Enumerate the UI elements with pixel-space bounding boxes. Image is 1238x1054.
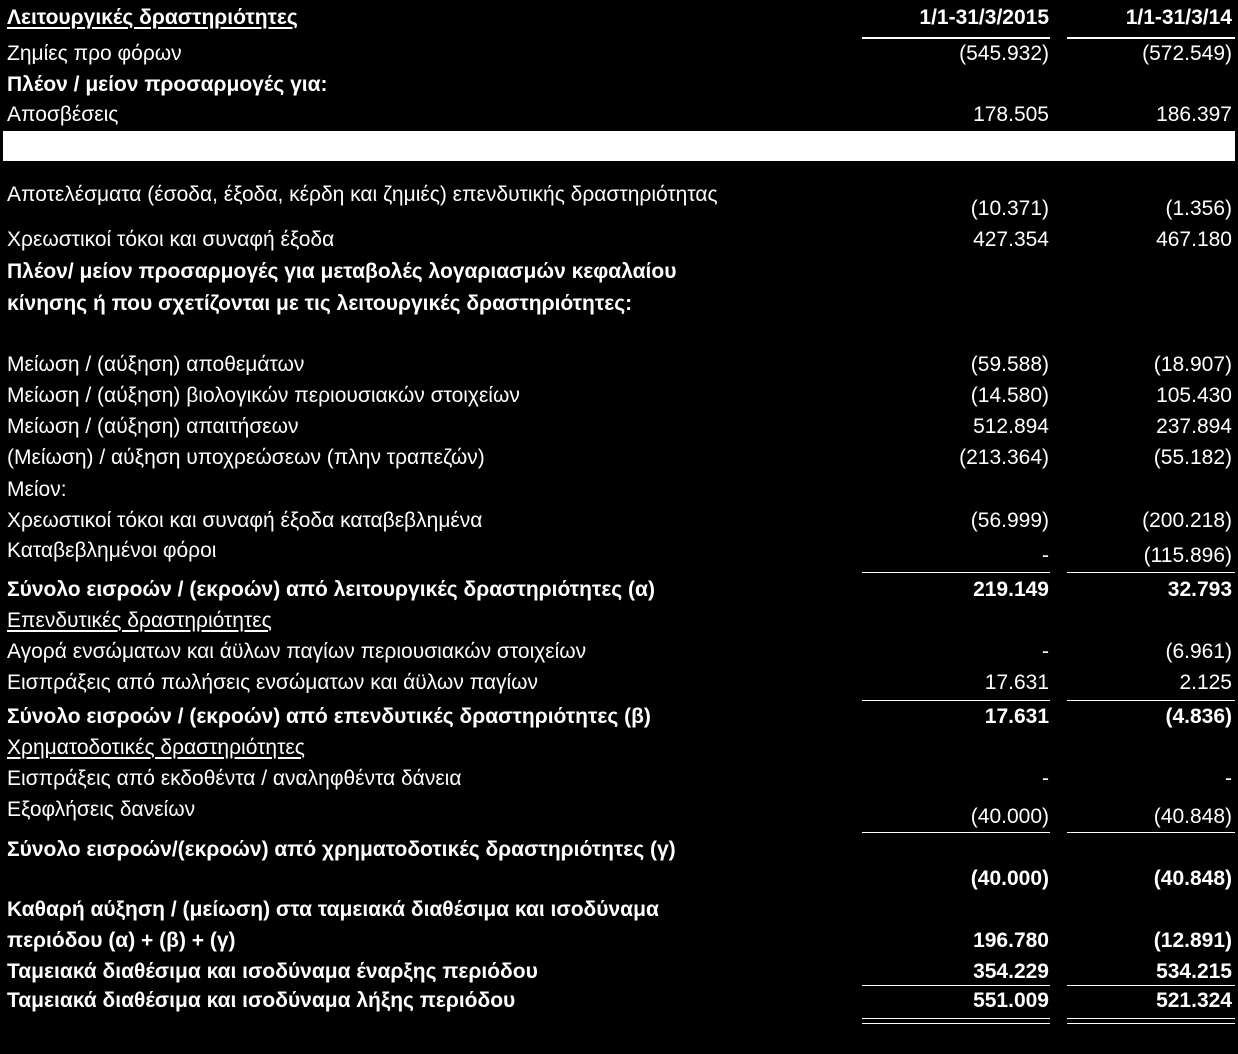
row-value-2015: (10.371) bbox=[970, 197, 1049, 220]
row-value-2014: (6.961) bbox=[1165, 640, 1232, 663]
row-value-2014: (40.848) bbox=[1153, 867, 1232, 890]
row-value-2015: (59.588) bbox=[970, 353, 1049, 376]
column-header-2014: 1/1-31/3/14 bbox=[1125, 6, 1232, 29]
row-label: (Μείωση) / αύξηση υποχρεώσεων (πλην τραπεζών) bbox=[7, 446, 485, 469]
section-heading-financing bbox=[0, 733, 1238, 763]
row-value-2014: 186.397 bbox=[1156, 103, 1232, 126]
row-label: Πλέον / μείον προσαρμογές για: bbox=[7, 73, 328, 96]
row-value-2014: 32.793 bbox=[1167, 578, 1232, 601]
table-row bbox=[0, 668, 1238, 698]
row-label: Αποτελέσματα (έσοδα, έξοδα, κέρδη και ζημιές) επενδυτικής δραστηριότητας bbox=[7, 183, 718, 206]
row-label: Χρεωστικοί τόκοι και συναφή έξοδα bbox=[7, 228, 335, 251]
row-label: Μείωση / (αύξηση) βιολογικών περιουσιακών στοιχείων bbox=[7, 384, 520, 407]
row-value-2014: (4.836) bbox=[1165, 705, 1232, 728]
row-value-2015: (213.364) bbox=[959, 446, 1049, 469]
row-value-2014: (12.891) bbox=[1153, 929, 1232, 952]
row-label: Αγορά ενσώματων και άϋλων παγίων περιουσιακών στοιχείων bbox=[7, 640, 587, 663]
table-row bbox=[0, 443, 1238, 473]
double-rule-bottom-col2 bbox=[1067, 1023, 1235, 1024]
table-row bbox=[0, 381, 1238, 411]
row-value-2014: (115.896) bbox=[1143, 544, 1232, 567]
row-value-2014: (572.549) bbox=[1142, 42, 1232, 65]
table-row-values bbox=[0, 541, 1238, 571]
row-value-2014: 534.215 bbox=[1156, 960, 1232, 983]
column-header-2015: 1/1-31/3/2015 bbox=[919, 6, 1049, 29]
subtotal-row-operating bbox=[0, 575, 1238, 605]
row-label: Σύνολο εισροών / (εκροών) από επενδυτικές δραστηριότητες (β) bbox=[7, 705, 651, 728]
row-value-2015: (14.580) bbox=[970, 384, 1049, 407]
row-label: Εξοφλήσεις δανείων bbox=[7, 798, 196, 821]
header-row bbox=[0, 3, 1238, 33]
row-label: Ζημίες προ φόρων bbox=[7, 42, 182, 65]
closing-cash-row bbox=[0, 986, 1238, 1016]
table-row bbox=[0, 895, 1238, 925]
section-title-operating: Λειτουργικές δραστηριότητες bbox=[7, 6, 298, 29]
row-value-2014: (1.356) bbox=[1165, 197, 1232, 220]
row-label: Μείον: bbox=[7, 478, 67, 501]
table-row bbox=[0, 637, 1238, 667]
subtotal-rule-col1 bbox=[862, 572, 1050, 573]
subtotal-row-financing-values bbox=[0, 864, 1238, 894]
subtotal-rule-col1 bbox=[862, 700, 1050, 701]
row-value-2015: 427.354 bbox=[973, 228, 1049, 251]
row-label: Ταμειακά διαθέσιμα και ισοδύναμα έναρξης περιόδου bbox=[7, 960, 538, 983]
table-row-values bbox=[0, 194, 1238, 224]
row-value-2014: 105.430 bbox=[1156, 384, 1232, 407]
row-value-2015: - bbox=[1042, 544, 1049, 567]
section-heading-investing bbox=[0, 606, 1238, 636]
row-value-2015: (40.000) bbox=[970, 805, 1049, 828]
row-value-2014: (200.218) bbox=[1142, 509, 1232, 532]
row-label: Ταμειακά διαθέσιμα και ισοδύναμα λήξης περιόδου bbox=[7, 989, 516, 1012]
row-value-2014: - bbox=[1225, 767, 1232, 790]
table-row bbox=[0, 764, 1238, 794]
net-change-row bbox=[0, 926, 1238, 956]
row-label: κίνησης ή που σχετίζονται με τις λειτουργικές δραστηριότητες: bbox=[7, 292, 633, 315]
row-label: Χρηματοδοτικές δραστηριότητες bbox=[7, 736, 305, 759]
redaction-band bbox=[3, 131, 1235, 161]
table-row bbox=[0, 289, 1238, 319]
row-value-2015: (545.932) bbox=[959, 42, 1049, 65]
row-value-2014: (55.182) bbox=[1153, 446, 1232, 469]
row-value-2015: 178.505 bbox=[973, 103, 1049, 126]
table-row bbox=[0, 506, 1238, 536]
row-label: Επενδυτικές δραστηριότητες bbox=[7, 609, 272, 632]
row-value-2014: 237.894 bbox=[1156, 415, 1232, 438]
subtotal-rule-col2 bbox=[1067, 700, 1235, 701]
subtotal-rule-col2 bbox=[1067, 832, 1235, 833]
row-label: περιόδου (α) + (β) + (γ) bbox=[7, 929, 236, 952]
table-row bbox=[0, 475, 1238, 505]
table-row bbox=[0, 39, 1238, 69]
row-value-2015: 196.780 bbox=[973, 929, 1049, 952]
row-value-2014: 467.180 bbox=[1156, 228, 1232, 251]
table-row bbox=[0, 225, 1238, 255]
table-row bbox=[0, 70, 1238, 100]
row-value-2014: 521.324 bbox=[1156, 989, 1232, 1012]
row-value-2015: (40.000) bbox=[970, 867, 1049, 890]
table-row bbox=[0, 257, 1238, 287]
double-rule-bottom-col1 bbox=[862, 1023, 1050, 1024]
row-label: Καταβεβλημένοι φόροι bbox=[7, 539, 217, 562]
row-value-2015: 17.631 bbox=[984, 671, 1049, 694]
row-value-2014: 2.125 bbox=[1179, 671, 1232, 694]
table-row bbox=[0, 100, 1238, 130]
row-label: Εισπράξεις από πωλήσεις ενσώματων και άϋλων παγίων bbox=[7, 671, 539, 694]
double-rule-top-col1 bbox=[862, 1018, 1050, 1019]
row-value-2015: 551.009 bbox=[973, 989, 1049, 1012]
row-label: Πλέον/ μείον προσαρμογές για μεταβολές λογαριασμών κεφαλαίου bbox=[7, 260, 677, 283]
double-rule-top-col2 bbox=[1067, 1018, 1235, 1019]
row-label: Μείωση / (αύξηση) αποθεμάτων bbox=[7, 353, 305, 376]
row-value-2014: (18.907) bbox=[1153, 353, 1232, 376]
row-value-2015: (56.999) bbox=[970, 509, 1049, 532]
opening-cash-row bbox=[0, 957, 1238, 987]
row-label: Χρεωστικοί τόκοι και συναφή έξοδα καταβεβλημένα bbox=[7, 509, 483, 532]
row-value-2014: (40.848) bbox=[1153, 805, 1232, 828]
subtotal-row-investing bbox=[0, 702, 1238, 732]
row-label: Μείωση / (αύξηση) απαιτήσεων bbox=[7, 415, 299, 438]
row-value-2015: 354.229 bbox=[973, 960, 1049, 983]
subtotal-rule-col2 bbox=[1067, 572, 1235, 573]
table-row bbox=[0, 350, 1238, 380]
row-value-2015: - bbox=[1042, 640, 1049, 663]
table-row bbox=[0, 412, 1238, 442]
subtotal-rule-col1 bbox=[862, 832, 1050, 833]
row-value-2015: - bbox=[1042, 767, 1049, 790]
row-value-2015: 17.631 bbox=[984, 705, 1049, 728]
subtotal-row-financing bbox=[0, 835, 1238, 865]
row-value-2015: 512.894 bbox=[973, 415, 1049, 438]
row-label: Καθαρή αύξηση / (μείωση) στα ταμειακά διαθέσιμα και ισοδύναμα bbox=[7, 898, 659, 921]
row-label: Σύνολο εισροών/(εκροών) από χρηματοδοτικές δραστηριότητες (γ) bbox=[7, 838, 676, 861]
table-row-values bbox=[0, 802, 1238, 832]
row-label: Εισπράξεις από εκδοθέντα / αναληφθέντα δάνεια bbox=[7, 767, 462, 790]
row-value-2015: 219.149 bbox=[973, 578, 1049, 601]
row-label: Σύνολο εισροών / (εκροών) από λειτουργικές δραστηριότητες (α) bbox=[7, 578, 655, 601]
row-label: Αποσβέσεις bbox=[7, 103, 119, 126]
